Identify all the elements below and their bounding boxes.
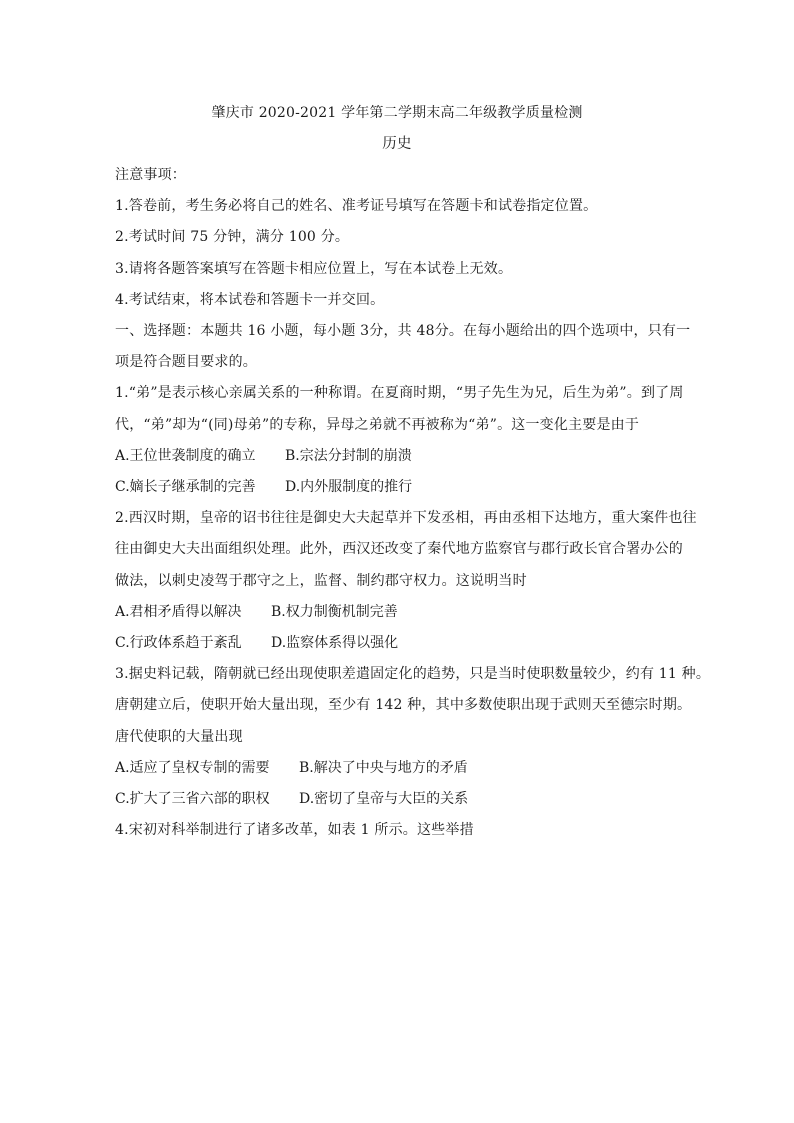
option-d[interactable]: D.监察体系得以强化 bbox=[271, 635, 399, 651]
notice-item: 4.考试结束，将本试卷和答题卡一并交回。 bbox=[115, 292, 385, 308]
question-text: 做法，以刺史凌驾于郡守之上，监督、制约郡守权力。这说明当时 bbox=[115, 573, 527, 589]
question-text: 2.西汉时期，皇帝的诏书往往是御史大夫起草并下发丞相，再由丞相下达地方，重大案件也往 bbox=[115, 510, 697, 526]
notice-item: 3.请将各题答案填写在答题卡相应位置上，写在本试卷上无效。 bbox=[115, 261, 513, 277]
option-c[interactable]: C.行政体系趋于紊乱 bbox=[115, 635, 242, 651]
subject-title: 历史 bbox=[382, 136, 412, 152]
option-c[interactable]: C.扩大了三省六部的职权 bbox=[115, 791, 270, 807]
question-text: 4.宋初对科举制进行了诸多改革，如表 1 所示。这些举措 bbox=[115, 822, 474, 838]
option-a[interactable]: A.王位世袭制度的确立 bbox=[115, 448, 256, 464]
option-row bbox=[115, 447, 412, 465]
option-a[interactable]: A.适应了皇权专制的需要 bbox=[115, 760, 270, 776]
option-d[interactable]: D.内外服制度的推行 bbox=[285, 479, 413, 495]
option-b[interactable]: B.权力制衡机制完善 bbox=[271, 604, 398, 620]
notice-item: 1.答卷前，考生务必将自己的姓名、准考证号填写在答题卡和试卷指定位置。 bbox=[115, 198, 598, 214]
question-text: 往由御史大夫出面组织处理。此外，西汉还改变了秦代地方监察官与郡行政长官合署办公的 bbox=[115, 541, 683, 557]
notice-item: 2.考试时间 75 分钟，满分 100 分。 bbox=[115, 229, 350, 245]
option-b[interactable]: B.宗法分封制的崩溃 bbox=[285, 448, 412, 464]
option-d[interactable]: D.密切了皇帝与大臣的关系 bbox=[299, 791, 469, 807]
section-instruction: 项是符合题目要求的。 bbox=[115, 354, 257, 370]
option-row bbox=[115, 603, 398, 621]
option-row bbox=[115, 478, 412, 496]
question-text: 唐朝建立后，使职开始大量出现，至少有 142 种，其中多数使职出现于武则天至德宗时期。 bbox=[115, 697, 692, 713]
section-instruction: 一、选择题：本题共 16 小题，每小题 3分，共 48分。在每小题给出的四个选项中，只有一 bbox=[115, 323, 691, 339]
question-text: 1.“弟”是表示核心亲属关系的一种称谓。在夏商时期，“男子先生为兄，后生为弟”。到了周 bbox=[115, 385, 684, 401]
option-row bbox=[115, 759, 468, 777]
question-text: 唐代使职的大量出现 bbox=[115, 729, 243, 745]
option-b[interactable]: B.解决了中央与地方的矛盾 bbox=[299, 760, 468, 776]
exam-title: 肇庆市 2020-2021 学年第二学期末高二年级教学质量检测 bbox=[211, 105, 583, 121]
option-row bbox=[115, 634, 398, 652]
option-c[interactable]: C.嫡长子继承制的完善 bbox=[115, 479, 256, 495]
option-row bbox=[115, 790, 468, 808]
notice-heading: 注意事项： bbox=[115, 167, 186, 183]
question-text: 3.据史料记载，隋朝就已经出现使职差遣固定化的趋势，只是当时使职数量较少，约有 11 种。 bbox=[115, 666, 711, 682]
option-a[interactable]: A.君相矛盾得以解决 bbox=[115, 604, 242, 620]
question-text: 代，“弟”却为“(同)母弟”的专称，异母之弟就不再被称为“弟”。这一变化主要是由于 bbox=[115, 417, 640, 433]
